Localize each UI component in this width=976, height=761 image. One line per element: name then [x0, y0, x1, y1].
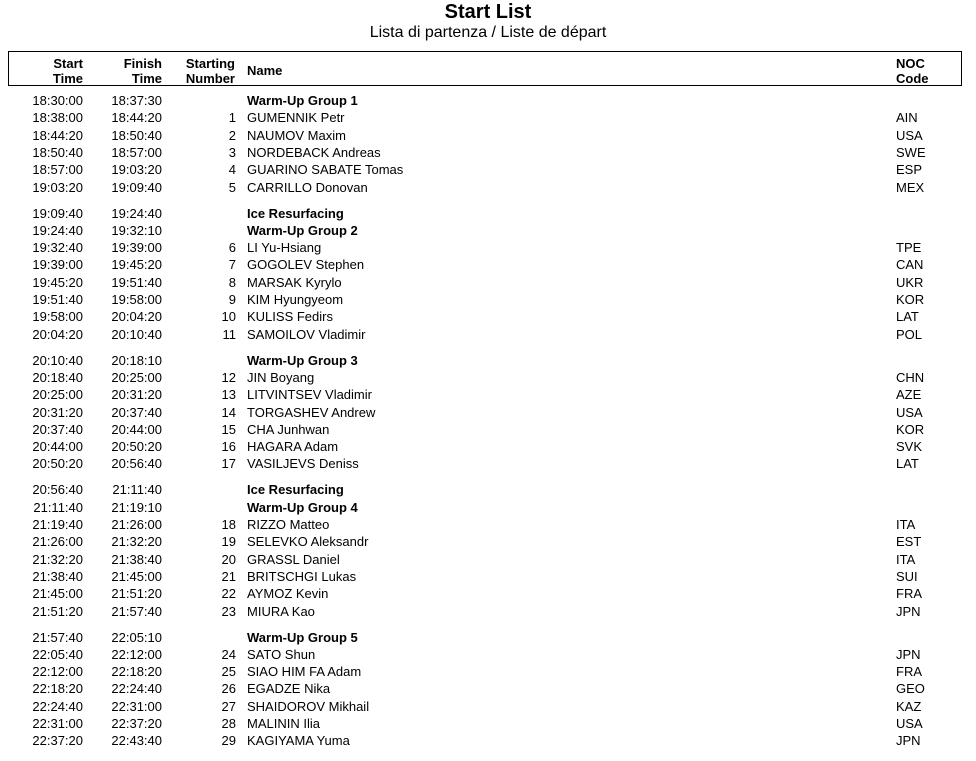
- table-row: [0, 516, 976, 533]
- starting-number-cell: 10: [221, 309, 236, 325]
- start-time-cell: 20:31:20: [32, 404, 83, 420]
- finish-time-cell: 20:31:20: [111, 387, 162, 403]
- finish-time-cell: 20:10:40: [111, 326, 162, 342]
- noc-code-cell: ITA: [896, 517, 916, 532]
- finish-time-cell: 21:26:00: [111, 517, 162, 532]
- column-header-starting-number-line2: Number: [185, 71, 235, 86]
- noc-code-cell: EST: [896, 534, 922, 550]
- skater-name-cell: SIAO HIM FA Adam: [247, 664, 362, 680]
- finish-time-cell: 21:57:40: [111, 603, 162, 619]
- finish-time-cell: 22:24:40: [111, 681, 162, 697]
- starting-number-cell: 3: [228, 144, 236, 160]
- start-time-cell: 19:58:00: [32, 309, 83, 325]
- table-row: [0, 308, 976, 325]
- finish-time-cell: 19:09:40: [111, 179, 162, 195]
- starting-number-cell: 17: [221, 456, 236, 472]
- starting-number-cell: 19: [221, 534, 236, 550]
- table-row: [0, 144, 976, 161]
- starting-number-cell: 4: [228, 162, 236, 178]
- table-row: [0, 179, 976, 196]
- column-header-finish-time-line2: Time: [131, 71, 162, 86]
- table-row: [0, 421, 976, 438]
- finish-time-cell: 18:37:30: [111, 93, 162, 108]
- table-row: [0, 239, 976, 256]
- schedule-label-row: [0, 205, 976, 222]
- skater-name-cell: KULISS Fedirs: [247, 309, 333, 325]
- column-header-starting-number-line1: Starting: [185, 56, 235, 71]
- schedule-label-cell: Warm-Up Group 2: [247, 222, 358, 238]
- schedule-label-cell: Warm-Up Group 4: [247, 499, 358, 515]
- noc-code-cell: KOR: [896, 421, 925, 437]
- start-time-cell: 21:57:40: [32, 629, 83, 645]
- start-time-cell: 20:56:40: [32, 482, 83, 498]
- start-time-cell: 20:44:00: [32, 439, 83, 455]
- start-time-cell: 22:05:40: [32, 646, 83, 662]
- finish-time-cell: 21:19:10: [111, 499, 162, 515]
- noc-code-cell: USA: [896, 127, 923, 143]
- start-time-cell: 18:38:00: [32, 110, 83, 126]
- starting-number-cell: 27: [221, 698, 236, 714]
- noc-code-cell: USA: [896, 716, 923, 731]
- column-header-finish-time-line1: Finish: [123, 56, 162, 71]
- start-time-cell: 18:44:20: [32, 127, 83, 143]
- noc-code-cell: SWE: [896, 144, 926, 160]
- start-time-cell: 20:18:40: [32, 369, 83, 385]
- finish-time-cell: 19:32:10: [111, 222, 162, 238]
- starting-number-cell: 12: [221, 369, 236, 385]
- start-time-cell: 19:32:40: [32, 240, 83, 256]
- schedule-label-cell: Warm-Up Group 5: [247, 629, 358, 645]
- noc-code-cell: CAN: [896, 257, 924, 273]
- table-row: [0, 109, 976, 126]
- finish-time-cell: 19:24:40: [111, 205, 162, 221]
- starting-number-cell: 22: [221, 586, 236, 602]
- skater-name-cell: KAGIYAMA Yuma: [247, 733, 350, 749]
- noc-code-cell: LAT: [896, 309, 919, 325]
- starting-number-cell: 25: [221, 664, 236, 680]
- table-row: [0, 274, 976, 291]
- noc-code-cell: ESP: [896, 162, 923, 178]
- starting-number-cell: 29: [221, 733, 236, 749]
- noc-code-cell: KOR: [896, 292, 925, 307]
- noc-code-cell: POL: [896, 326, 923, 342]
- table-row: [0, 455, 976, 472]
- starting-number-cell: 21: [221, 568, 236, 584]
- start-time-cell: 22:31:00: [32, 716, 83, 731]
- skater-name-cell: MIURA Kao: [247, 603, 315, 619]
- schedule-label-cell: Warm-Up Group 3: [247, 352, 358, 368]
- skater-name-cell: SATO Shun: [247, 646, 316, 662]
- column-header-name: Name: [247, 63, 283, 78]
- start-time-cell: 20:25:00: [32, 387, 83, 403]
- start-time-cell: 19:24:40: [32, 222, 83, 238]
- start-time-cell: 21:51:20: [32, 603, 83, 619]
- finish-time-cell: 21:38:40: [111, 551, 162, 567]
- noc-code-cell: JPN: [896, 603, 921, 619]
- starting-number-cell: 5: [228, 179, 236, 195]
- skater-name-cell: MALININ Ilia: [247, 716, 320, 731]
- page-subtitle: Lista di partenza / Liste de départ: [369, 24, 607, 41]
- start-time-cell: 20:10:40: [32, 352, 83, 368]
- finish-time-cell: 20:44:00: [111, 421, 162, 437]
- noc-code-cell: MEX: [896, 179, 925, 195]
- noc-code-cell: FRA: [896, 664, 922, 680]
- skater-name-cell: GUMENNIK Petr: [247, 110, 345, 126]
- table-row: [0, 161, 976, 178]
- finish-time-cell: 20:18:10: [111, 352, 162, 368]
- finish-time-cell: 22:12:00: [111, 646, 162, 662]
- finish-time-cell: 20:04:20: [111, 309, 162, 325]
- schedule-label-row: [0, 352, 976, 369]
- finish-time-cell: 22:43:40: [111, 733, 162, 749]
- skater-name-cell: MARSAK Kyrylo: [247, 274, 342, 290]
- finish-time-cell: 20:25:00: [111, 369, 162, 385]
- starting-number-cell: 24: [221, 646, 236, 662]
- finish-time-cell: 22:18:20: [111, 664, 162, 680]
- finish-time-cell: 20:56:40: [111, 456, 162, 472]
- starting-number-cell: 26: [221, 681, 236, 697]
- skater-name-cell: GUARINO SABATE Tomas: [247, 162, 404, 178]
- skater-name-cell: LITVINTSEV Vladimir: [247, 387, 372, 403]
- finish-time-cell: 22:37:20: [111, 716, 162, 731]
- schedule-label-row: [0, 222, 976, 239]
- finish-time-cell: 22:31:00: [111, 698, 162, 714]
- column-header-noc-line2: Code: [896, 71, 929, 86]
- start-time-cell: 20:04:20: [32, 326, 83, 342]
- finish-time-cell: 18:50:40: [111, 127, 162, 143]
- skater-name-cell: CHA Junhwan: [247, 421, 330, 437]
- schedule-label-cell: Warm-Up Group 1: [247, 93, 358, 108]
- table-row: [0, 663, 976, 680]
- table-row: [0, 386, 976, 403]
- skater-name-cell: KIM Hyungyeom: [247, 292, 344, 307]
- table-row: [0, 585, 976, 602]
- starting-number-cell: 23: [221, 603, 236, 619]
- skater-name-cell: SAMOILOV Vladimir: [247, 326, 366, 342]
- starting-number-cell: 11: [222, 326, 236, 342]
- schedule-label-row: [0, 481, 976, 498]
- skater-name-cell: NAUMOV Maxim: [247, 127, 346, 143]
- table-row: [0, 646, 976, 663]
- table-row: [0, 256, 976, 273]
- noc-code-cell: SUI: [896, 568, 918, 584]
- finish-time-cell: 19:03:20: [111, 162, 162, 178]
- skater-name-cell: VASILJEVS Deniss: [247, 456, 359, 472]
- start-time-cell: 21:38:40: [32, 568, 83, 584]
- schedule-label-cell: Ice Resurfacing: [247, 205, 344, 221]
- skater-name-cell: AYMOZ Kevin: [247, 586, 329, 602]
- noc-code-cell: SVK: [896, 439, 923, 455]
- table-row: [0, 404, 976, 421]
- start-time-cell: 22:18:20: [32, 681, 83, 697]
- noc-code-cell: LAT: [896, 456, 919, 472]
- noc-code-cell: CHN: [896, 369, 925, 385]
- schedule-label-row: [0, 499, 976, 516]
- starting-number-cell: 14: [221, 404, 236, 420]
- start-time-cell: 21:19:40: [32, 517, 83, 532]
- start-time-cell: 19:45:20: [32, 274, 83, 290]
- skater-name-cell: EGADZE Nika: [247, 681, 331, 697]
- table-row: [0, 326, 976, 343]
- finish-time-cell: 22:05:10: [111, 629, 162, 645]
- starting-number-cell: 7: [228, 257, 236, 273]
- table-row: [0, 438, 976, 455]
- skater-name-cell: JIN Boyang: [247, 369, 315, 385]
- table-row: [0, 680, 976, 697]
- table-row: [0, 369, 976, 386]
- finish-time-cell: 19:58:00: [111, 292, 162, 307]
- start-time-cell: 22:37:20: [32, 733, 83, 749]
- noc-code-cell: AZE: [896, 387, 922, 403]
- finish-time-cell: 19:39:00: [111, 240, 162, 256]
- finish-time-cell: 19:51:40: [111, 274, 162, 290]
- starting-number-cell: 13: [221, 387, 236, 403]
- start-time-cell: 21:11:40: [33, 499, 83, 515]
- finish-time-cell: 19:45:20: [111, 257, 162, 273]
- starting-number-cell: 8: [228, 274, 236, 290]
- starting-number-cell: 6: [228, 240, 236, 256]
- table-row: [0, 551, 976, 568]
- noc-code-cell: UKR: [896, 274, 924, 290]
- table-row: [0, 291, 976, 308]
- noc-code-cell: FRA: [896, 586, 922, 602]
- noc-code-cell: ITA: [896, 551, 916, 567]
- skater-name-cell: GOGOLEV Stephen: [247, 257, 365, 273]
- noc-code-cell: AIN: [896, 110, 918, 126]
- column-header-noc-line1: NOC: [896, 56, 925, 71]
- schedule-label-cell: Ice Resurfacing: [247, 482, 344, 498]
- start-time-cell: 19:51:40: [32, 292, 83, 307]
- starting-number-cell: 18: [221, 517, 236, 532]
- start-time-cell: 22:12:00: [32, 664, 83, 680]
- noc-code-cell: KAZ: [896, 698, 922, 714]
- start-time-cell: 18:30:00: [32, 93, 83, 108]
- skater-name-cell: GRASSL Daniel: [247, 551, 340, 567]
- noc-code-cell: TPE: [896, 240, 922, 256]
- noc-code-cell: JPN: [896, 733, 921, 749]
- skater-name-cell: CARRILLO Donovan: [247, 179, 368, 195]
- skater-name-cell: HAGARA Adam: [247, 439, 339, 455]
- finish-time-cell: 21:11:40: [112, 482, 162, 498]
- start-time-cell: 18:57:00: [32, 162, 83, 178]
- start-time-cell: 21:32:20: [32, 551, 83, 567]
- table-row: [0, 533, 976, 550]
- finish-time-cell: 21:51:20: [111, 586, 162, 602]
- start-time-cell: 18:50:40: [32, 144, 83, 160]
- skater-name-cell: BRITSCHGI Lukas: [247, 568, 357, 584]
- start-time-cell: 22:24:40: [32, 698, 83, 714]
- start-time-cell: 19:03:20: [32, 179, 83, 195]
- start-time-cell: 20:50:20: [32, 456, 83, 472]
- finish-time-cell: 20:50:20: [111, 439, 162, 455]
- schedule-label-row: [0, 92, 976, 109]
- starting-number-cell: 16: [221, 439, 236, 455]
- skater-name-cell: SHAIDOROV Mikhail: [247, 698, 370, 714]
- start-time-cell: 19:09:40: [32, 205, 83, 221]
- finish-time-cell: 18:44:20: [111, 110, 162, 126]
- page-title: Start List: [444, 1, 532, 23]
- starting-number-cell: 9: [228, 292, 236, 307]
- column-header-start-time-line2: Time: [52, 71, 83, 86]
- starting-number-cell: 28: [221, 716, 236, 731]
- start-time-cell: 21:45:00: [32, 586, 83, 602]
- finish-time-cell: 21:32:20: [111, 534, 162, 550]
- table-row: [0, 127, 976, 144]
- finish-time-cell: 20:37:40: [111, 404, 162, 420]
- skater-name-cell: TORGASHEV Andrew: [247, 404, 376, 420]
- start-time-cell: 19:39:00: [32, 257, 83, 273]
- skater-name-cell: SELEVKO Aleksandr: [247, 534, 369, 550]
- start-time-cell: 20:37:40: [32, 421, 83, 437]
- start-time-cell: 21:26:00: [32, 534, 83, 550]
- skater-name-cell: RIZZO Matteo: [247, 517, 330, 532]
- schedule-label-row: [0, 629, 976, 646]
- starting-number-cell: 2: [228, 127, 236, 143]
- skater-name-cell: LI Yu-Hsiang: [247, 240, 322, 256]
- finish-time-cell: 18:57:00: [111, 144, 162, 160]
- column-header-start-time-line1: Start: [53, 56, 83, 71]
- starting-number-cell: 20: [221, 551, 236, 567]
- table-row: [0, 568, 976, 585]
- noc-code-cell: USA: [896, 404, 923, 420]
- table-row: [0, 732, 976, 749]
- starting-number-cell: 15: [221, 421, 236, 437]
- table-row: [0, 603, 976, 620]
- skater-name-cell: NORDEBACK Andreas: [247, 144, 381, 160]
- finish-time-cell: 21:45:00: [111, 568, 162, 584]
- table-row: [0, 698, 976, 715]
- noc-code-cell: GEO: [896, 681, 925, 697]
- table-row: [0, 715, 976, 732]
- noc-code-cell: JPN: [896, 646, 921, 662]
- starting-number-cell: 1: [228, 110, 236, 126]
